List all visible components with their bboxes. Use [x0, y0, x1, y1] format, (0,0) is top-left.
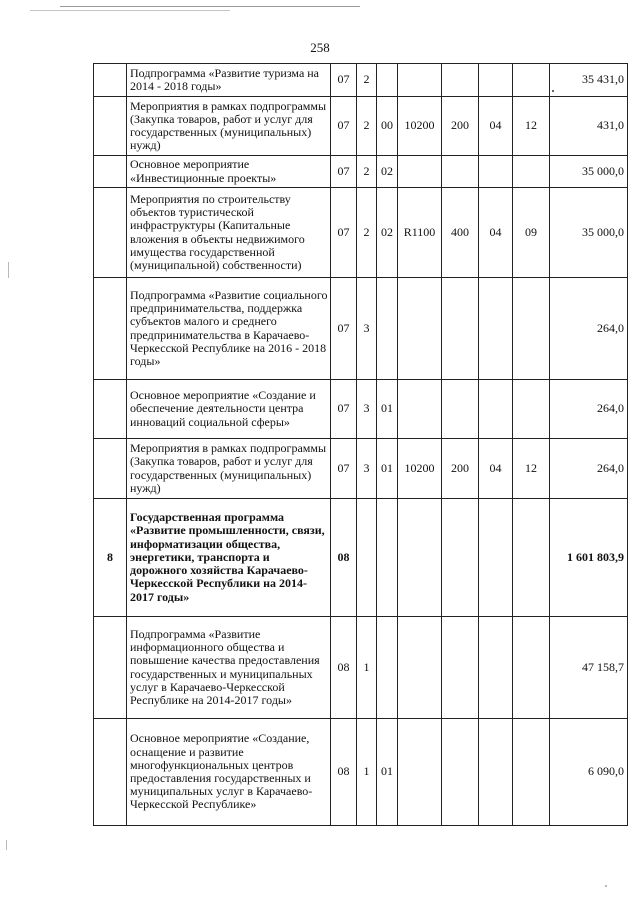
code-expense-type [442, 380, 479, 439]
code-direction [398, 719, 442, 826]
row-name: Основное мероприятие «Создание и обеспечение деятельности центра инноваций социальной сферы» [127, 380, 331, 439]
code-program: 07 [331, 97, 357, 156]
code-direction [398, 64, 442, 97]
code-section [479, 156, 513, 188]
code-subprogram [357, 499, 377, 617]
code-section [479, 617, 513, 719]
row-name: Мероприятия в рамках подпрограммы (Закупка товаров, работ и услуг для государственных (муниципальных) нужд) [127, 439, 331, 499]
top-scan-rule-secondary [30, 10, 230, 11]
code-program: 07 [331, 188, 357, 278]
code-subsection: 12 [513, 439, 550, 499]
code-program: 07 [331, 380, 357, 439]
row-number: 8 [94, 499, 127, 617]
row-amount: 35 000,0 [550, 156, 628, 188]
code-expense-type [442, 64, 479, 97]
table-row [94, 719, 628, 826]
scan-artifact [605, 885, 607, 887]
code-activity: 01 [377, 380, 398, 439]
code-subprogram: 2 [357, 188, 377, 278]
code-direction [398, 380, 442, 439]
code-activity [377, 499, 398, 617]
code-subsection [513, 499, 550, 617]
row-number [94, 278, 127, 380]
code-subsection: 09 [513, 188, 550, 278]
row-amount: 1 601 803,9 [550, 499, 628, 617]
code-subprogram: 3 [357, 380, 377, 439]
code-direction [398, 499, 442, 617]
scan-artifact [8, 262, 9, 278]
code-expense-type [442, 156, 479, 188]
scan-artifact [6, 840, 7, 850]
row-name: Мероприятия в рамках подпрограммы (Закупка товаров, работ и услуг для государственных (муниципальных) нужд) [127, 97, 331, 156]
code-subprogram: 2 [357, 97, 377, 156]
row-amount: 264,0 [550, 278, 628, 380]
table-row [94, 439, 628, 499]
code-section [479, 719, 513, 826]
row-number [94, 188, 127, 278]
code-section [479, 64, 513, 97]
code-program: 07 [331, 439, 357, 499]
code-section [479, 499, 513, 617]
code-subsection [513, 64, 550, 97]
code-activity: 02 [377, 188, 398, 278]
code-program: 08 [331, 719, 357, 826]
code-subprogram: 2 [357, 64, 377, 97]
row-number [94, 719, 127, 826]
row-name: Государственная программа «Развитие промышленности, связи, информатизации общества, энергетики, транспорта и дорожного хозяйства Карачаево-Черкесской Республики на 2014-2017 годы» [127, 499, 331, 617]
page-number: 258 [310, 40, 330, 55]
table-row [94, 97, 628, 156]
row-number [94, 97, 127, 156]
code-subsection [513, 617, 550, 719]
row-name: Основное мероприятие «Инвестиционные проекты» [127, 156, 331, 188]
code-activity: 00 [377, 97, 398, 156]
row-name: Подпрограмма «Развитие информационного общества и повышение качества предоставления государственных и муниципальных услуг в Карачаево-Черкесской Республике на 2014-2017 годы» [127, 617, 331, 719]
budget-table [93, 63, 628, 826]
table-row [94, 64, 628, 97]
table-row [94, 278, 628, 380]
code-expense-type [442, 278, 479, 380]
code-direction: R1100 [398, 188, 442, 278]
row-number [94, 439, 127, 499]
code-direction [398, 617, 442, 719]
code-activity [377, 278, 398, 380]
code-expense-type: 200 [442, 439, 479, 499]
row-number [94, 156, 127, 188]
row-number [94, 64, 127, 97]
table-row [94, 380, 628, 439]
code-program: 07 [331, 156, 357, 188]
code-activity: 02 [377, 156, 398, 188]
code-subsection [513, 156, 550, 188]
code-subprogram: 3 [357, 439, 377, 499]
row-amount: 431,0 [550, 97, 628, 156]
row-amount: 6 090,0 [550, 719, 628, 826]
row-amount: 35 000,0 [550, 188, 628, 278]
code-subsection: 12 [513, 97, 550, 156]
table-row [94, 156, 628, 188]
code-direction: 10200 [398, 97, 442, 156]
table-row [94, 617, 628, 719]
code-section: 04 [479, 439, 513, 499]
code-section [479, 278, 513, 380]
code-expense-type [442, 617, 479, 719]
code-subprogram: 1 [357, 617, 377, 719]
row-amount: 35 431,0 [550, 64, 628, 97]
code-direction: 10200 [398, 439, 442, 499]
code-activity: 01 [377, 719, 398, 826]
code-expense-type: 400 [442, 188, 479, 278]
top-scan-rule [60, 6, 360, 7]
code-program: 08 [331, 499, 357, 617]
code-direction [398, 156, 442, 188]
code-subprogram: 3 [357, 278, 377, 380]
code-subsection [513, 380, 550, 439]
code-program: 07 [331, 64, 357, 97]
code-section: 04 [479, 97, 513, 156]
code-program: 08 [331, 617, 357, 719]
code-program: 07 [331, 278, 357, 380]
code-expense-type [442, 499, 479, 617]
code-subprogram: 1 [357, 719, 377, 826]
code-subsection [513, 719, 550, 826]
row-amount: 264,0 [550, 439, 628, 499]
code-expense-type: 200 [442, 97, 479, 156]
budget-table-body [94, 64, 628, 826]
row-number [94, 380, 127, 439]
table-row-program [94, 499, 628, 617]
code-section [479, 380, 513, 439]
row-name: Подпрограмма «Развитие социального предпринимательства, поддержка субъектов малого и среднего предпринимательства в Карачаево-Черкесской Республике на 2016 - 2018 годы» [127, 278, 331, 380]
row-name: Подпрограмма «Развитие туризма на 2014 - 2018 годы» [127, 64, 331, 97]
row-name: Основное мероприятие «Создание, оснащение и развитие многофункциональных центров предоставления государственных и муниципальных услуг в Карачаево-Черкесской Республике» [127, 719, 331, 826]
row-amount: 47 158,7 [550, 617, 628, 719]
code-activity: 01 [377, 439, 398, 499]
row-name: Мероприятия по строительству объектов туристической инфраструктуры (Капитальные вложения в объекты недвижимого имущества государственной (муниципальной) собственности) [127, 188, 331, 278]
row-number [94, 617, 127, 719]
code-direction [398, 278, 442, 380]
table-row [94, 188, 628, 278]
code-subprogram: 2 [357, 156, 377, 188]
code-activity [377, 617, 398, 719]
code-subsection [513, 278, 550, 380]
code-expense-type [442, 719, 479, 826]
code-activity [377, 64, 398, 97]
row-amount: 264,0 [550, 380, 628, 439]
code-section: 04 [479, 188, 513, 278]
